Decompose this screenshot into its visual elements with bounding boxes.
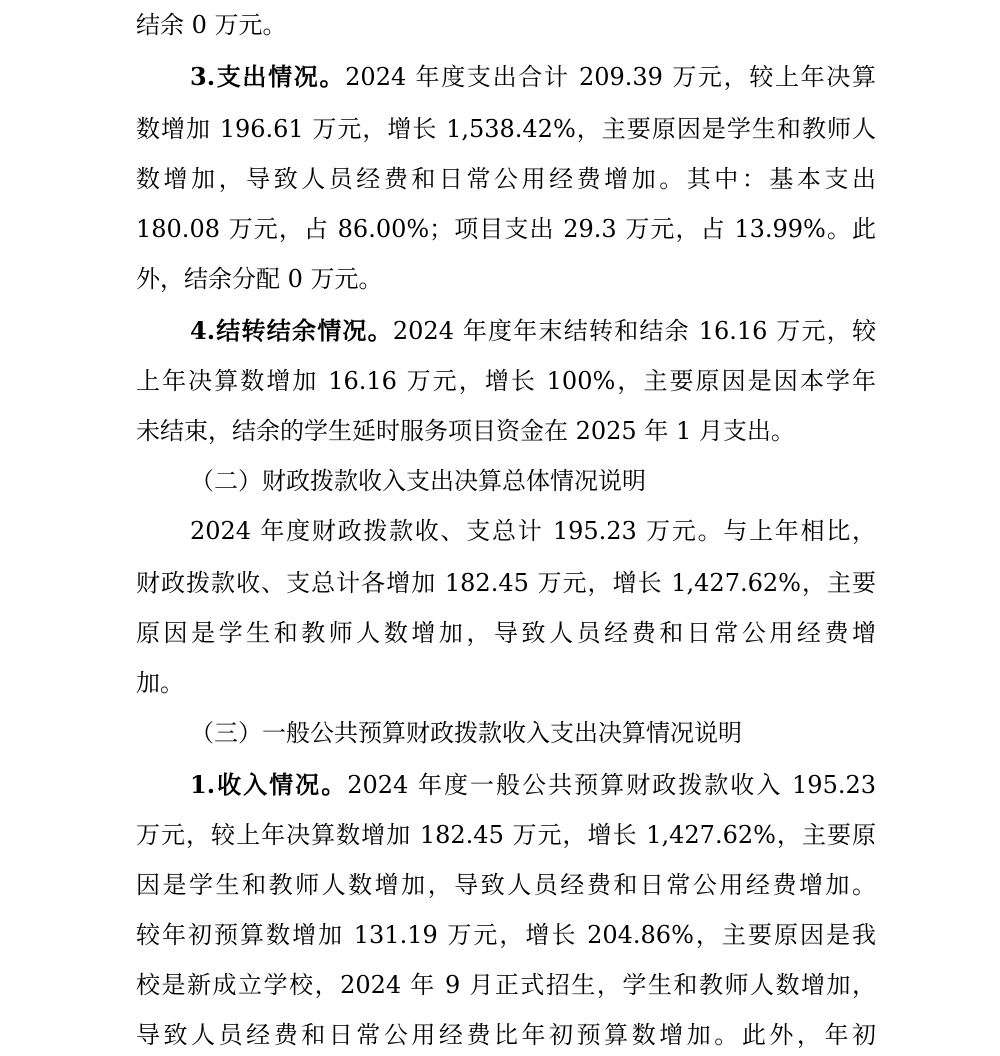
paragraph-text: 2024 年度一般公共预算财政拨款收入 195.23 (347, 771, 877, 799)
paragraph-text: 2024 年度年末结转和结余 16.16 万元，较 (392, 317, 876, 345)
paragraph-line: 加。 (136, 669, 184, 697)
section-label-carryover: 4.结转结余情况。 (190, 316, 393, 345)
paragraph-line (190, 62, 876, 92)
section-label-expenditure: 3.支出情况。 (190, 62, 346, 91)
paragraph-line (190, 316, 876, 346)
section-heading: （二）财政拨款收入支出决算总体情况说明 (190, 467, 646, 495)
paragraph-line: 180.08 万元，占 86.00%；项目支出 29.3 万元，占 13.99%。此 (136, 215, 876, 243)
paragraph-line: 万元，较上年决算数增加 182.45 万元，增长 1,427.62%，主要原 (136, 821, 876, 849)
paragraph-line: 结余 0 万元。 (136, 11, 287, 39)
paragraph-line: 导致人员经费和日常公用经费比年初预算数增加。此外，年初 (136, 1021, 876, 1049)
section-heading: （三）一般公共预算财政拨款收入支出决算情况说明 (190, 719, 742, 747)
paragraph-line: 数增加，导致人员经费和日常公用经费增加。其中：基本支出 (136, 165, 876, 193)
paragraph-line: 因是学生和教师人数增加，导致人员经费和日常公用经费增加。 (136, 871, 876, 899)
paragraph-line: 外，结余分配 0 万元。 (136, 265, 383, 293)
paragraph-text: 2024 年度支出合计 209.39 万元，较上年决算 (345, 63, 876, 91)
paragraph-line: 财政拨款收、支总计各增加 182.45 万元，增长 1,427.62%，主要 (136, 569, 876, 597)
paragraph-line: 上年决算数增加 16.16 万元，增长 100%，主要原因是因本学年 (136, 367, 876, 395)
paragraph-line: 较年初预算数增加 131.19 万元，增长 204.86%，主要原因是我 (136, 921, 876, 949)
paragraph-line: 未结束，结余的学生延时服务项目资金在 2025 年 1 月支出。 (136, 417, 795, 445)
section-label-income: 1.收入情况。 (190, 770, 348, 799)
paragraph-line: 校是新成立学校，2024 年 9 月正式招生，学生和教师人数增加， (136, 971, 876, 999)
paragraph-line: 原因是学生和教师人数增加，导致人员经费和日常公用经费增 (136, 619, 876, 647)
paragraph-line (190, 770, 876, 800)
paragraph-line: 数增加 196.61 万元，增长 1,538.42%，主要原因是学生和教师人 (136, 115, 876, 143)
paragraph-line: 2024 年度财政拨款收、支总计 195.23 万元。与上年相比， (190, 517, 876, 545)
